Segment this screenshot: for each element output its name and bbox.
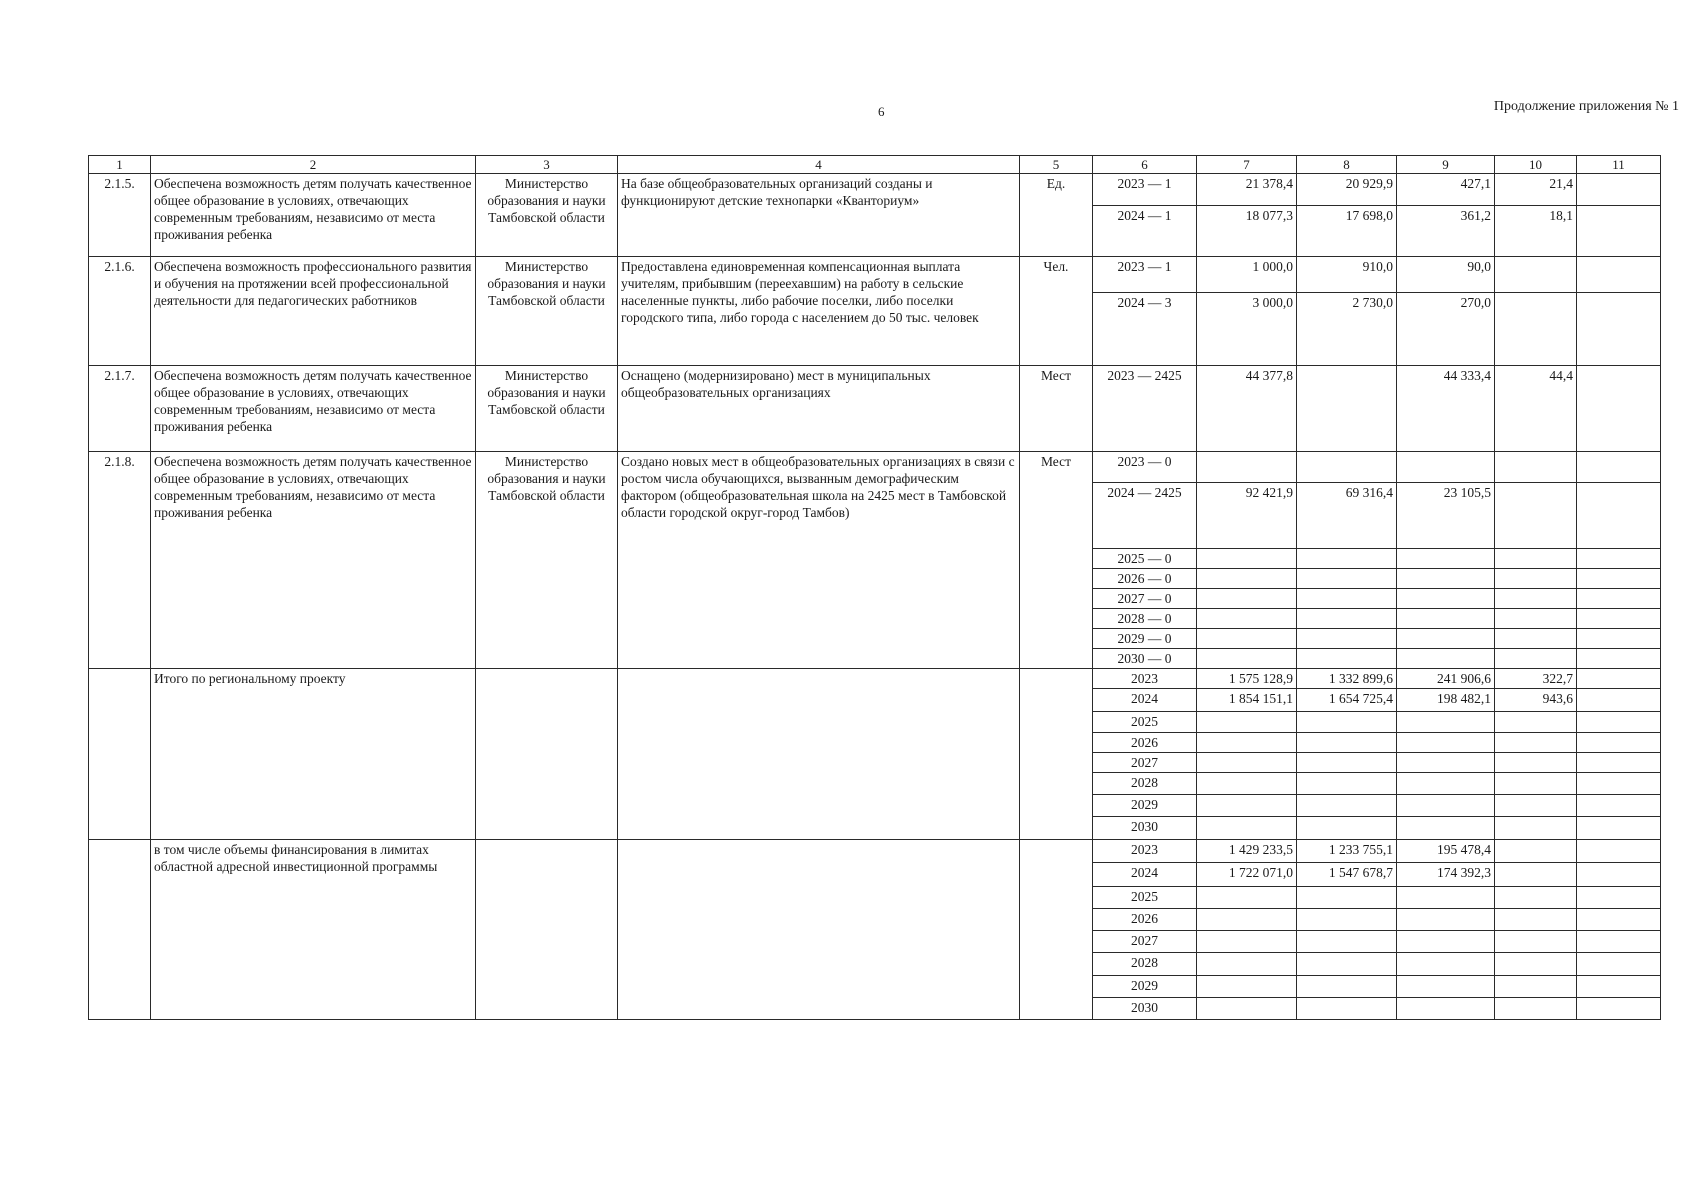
year-value-cell: 2024 — [1093, 863, 1197, 887]
unit-cell: Чел. — [1020, 257, 1093, 366]
amount-federal-cell — [1297, 795, 1397, 817]
year-value-cell: 2024 — 2425 — [1093, 483, 1197, 549]
amount-regional-cell — [1397, 569, 1495, 589]
amount-federal-cell — [1297, 953, 1397, 976]
amount-local-cell: 44,4 — [1495, 366, 1577, 452]
amount-total-cell — [1197, 817, 1297, 840]
amount-other-cell — [1577, 629, 1661, 649]
amount-total-cell — [1197, 976, 1297, 998]
amount-other-cell — [1577, 976, 1661, 998]
year-value-cell: 2024 — 3 — [1093, 293, 1197, 366]
column-header: 2 — [151, 156, 476, 174]
indicator-cell — [618, 840, 1020, 1020]
column-header: 8 — [1297, 156, 1397, 174]
amount-federal-cell — [1297, 649, 1397, 669]
amount-regional-cell — [1397, 609, 1495, 629]
amount-total-cell — [1197, 795, 1297, 817]
amount-other-cell — [1577, 589, 1661, 609]
unit-cell — [1020, 840, 1093, 1020]
item-number-cell: 2.1.8. — [89, 452, 151, 669]
amount-federal-cell — [1297, 931, 1397, 953]
result-cell: Обеспечена возможность профессионального развития и обучения на протяжении всей профессиональной деятельности для педагогических работников — [151, 257, 476, 366]
amount-other-cell — [1577, 569, 1661, 589]
unit-cell — [1020, 669, 1093, 840]
item-number-cell — [89, 669, 151, 840]
amount-total-cell — [1197, 712, 1297, 733]
year-value-cell: 2023 — 0 — [1093, 452, 1197, 483]
table-body — [89, 174, 1661, 1020]
year-value-cell: 2028 — [1093, 773, 1197, 795]
year-value-cell: 2024 — [1093, 689, 1197, 712]
amount-other-cell — [1577, 609, 1661, 629]
result-cell: в том числе объемы финансирования в лимитах областной адресной инвестиционной программы — [151, 840, 476, 1020]
table-row — [89, 366, 1661, 452]
amount-total-cell — [1197, 569, 1297, 589]
amount-regional-cell — [1397, 649, 1495, 669]
amount-local-cell — [1495, 483, 1577, 549]
amount-other-cell — [1577, 953, 1661, 976]
amount-regional-cell: 270,0 — [1397, 293, 1495, 366]
amount-total-cell: 1 854 151,1 — [1197, 689, 1297, 712]
amount-regional-cell: 195 478,4 — [1397, 840, 1495, 863]
amount-regional-cell: 361,2 — [1397, 206, 1495, 257]
amount-other-cell — [1577, 483, 1661, 549]
amount-regional-cell — [1397, 733, 1495, 753]
amount-federal-cell — [1297, 589, 1397, 609]
item-number-cell: 2.1.6. — [89, 257, 151, 366]
amount-federal-cell: 20 929,9 — [1297, 174, 1397, 206]
table-row — [89, 669, 1661, 689]
amount-federal-cell: 1 233 755,1 — [1297, 840, 1397, 863]
amount-other-cell — [1577, 863, 1661, 887]
year-value-cell: 2027 — 0 — [1093, 589, 1197, 609]
year-value-cell: 2027 — [1093, 931, 1197, 953]
item-number-cell: 2.1.7. — [89, 366, 151, 452]
amount-regional-cell — [1397, 753, 1495, 773]
amount-total-cell: 1 000,0 — [1197, 257, 1297, 293]
amount-total-cell: 1 722 071,0 — [1197, 863, 1297, 887]
table-row — [89, 840, 1661, 863]
amount-federal-cell — [1297, 909, 1397, 931]
amount-local-cell — [1495, 909, 1577, 931]
amount-regional-cell — [1397, 817, 1495, 840]
responsible-cell: Министерство образования и науки Тамбовской области — [476, 366, 618, 452]
responsible-cell — [476, 669, 618, 840]
year-value-cell: 2026 — [1093, 733, 1197, 753]
amount-other-cell — [1577, 795, 1661, 817]
amount-other-cell — [1577, 452, 1661, 483]
amount-local-cell — [1495, 733, 1577, 753]
amount-federal-cell: 1 332 899,6 — [1297, 669, 1397, 689]
amount-local-cell — [1495, 795, 1577, 817]
amount-regional-cell — [1397, 452, 1495, 483]
amount-local-cell — [1495, 569, 1577, 589]
amount-regional-cell — [1397, 712, 1495, 733]
appendix-continuation-note: Продолжение приложения № 1 — [1493, 99, 1679, 114]
amount-total-cell — [1197, 953, 1297, 976]
amount-total-cell — [1197, 629, 1297, 649]
responsible-cell: Министерство образования и науки Тамбовской области — [476, 257, 618, 366]
year-value-cell: 2029 — [1093, 795, 1197, 817]
amount-local-cell — [1495, 589, 1577, 609]
amount-total-cell — [1197, 589, 1297, 609]
amount-total-cell — [1197, 549, 1297, 569]
year-value-cell: 2023 — [1093, 669, 1197, 689]
amount-regional-cell: 23 105,5 — [1397, 483, 1495, 549]
amount-regional-cell — [1397, 998, 1495, 1020]
amount-other-cell — [1577, 649, 1661, 669]
column-header: 3 — [476, 156, 618, 174]
amount-total-cell — [1197, 909, 1297, 931]
result-cell: Итого по региональному проекту — [151, 669, 476, 840]
amount-local-cell — [1495, 293, 1577, 366]
amount-local-cell — [1495, 887, 1577, 909]
amount-other-cell — [1577, 753, 1661, 773]
amount-total-cell — [1197, 753, 1297, 773]
financing-table — [88, 155, 1661, 1020]
amount-local-cell: 18,1 — [1495, 206, 1577, 257]
amount-total-cell — [1197, 452, 1297, 483]
amount-regional-cell — [1397, 629, 1495, 649]
year-value-cell: 2024 — 1 — [1093, 206, 1197, 257]
amount-total-cell: 1 429 233,5 — [1197, 840, 1297, 863]
amount-regional-cell — [1397, 589, 1495, 609]
amount-local-cell: 21,4 — [1495, 174, 1577, 206]
amount-federal-cell: 1 547 678,7 — [1297, 863, 1397, 887]
unit-cell: Мест — [1020, 452, 1093, 669]
amount-other-cell — [1577, 712, 1661, 733]
table-header — [89, 156, 1661, 174]
amount-total-cell: 18 077,3 — [1197, 206, 1297, 257]
amount-total-cell — [1197, 733, 1297, 753]
year-value-cell: 2030 — [1093, 817, 1197, 840]
amount-local-cell — [1495, 773, 1577, 795]
amount-other-cell — [1577, 840, 1661, 863]
amount-local-cell — [1495, 549, 1577, 569]
amount-federal-cell: 2 730,0 — [1297, 293, 1397, 366]
item-number-cell — [89, 840, 151, 1020]
amount-local-cell — [1495, 863, 1577, 887]
amount-other-cell — [1577, 733, 1661, 753]
amount-federal-cell — [1297, 976, 1397, 998]
amount-total-cell — [1197, 649, 1297, 669]
year-value-cell: 2029 — [1093, 976, 1197, 998]
amount-regional-cell: 44 333,4 — [1397, 366, 1495, 452]
amount-regional-cell: 174 392,3 — [1397, 863, 1495, 887]
amount-federal-cell — [1297, 887, 1397, 909]
amount-local-cell — [1495, 609, 1577, 629]
amount-federal-cell — [1297, 569, 1397, 589]
year-value-cell: 2030 — 0 — [1093, 649, 1197, 669]
amount-other-cell — [1577, 549, 1661, 569]
amount-regional-cell — [1397, 909, 1495, 931]
responsible-cell — [476, 840, 618, 1020]
amount-other-cell — [1577, 817, 1661, 840]
amount-local-cell — [1495, 840, 1577, 863]
amount-other-cell — [1577, 887, 1661, 909]
amount-total-cell: 21 378,4 — [1197, 174, 1297, 206]
indicator-cell: Предоставлена единовременная компенсационная выплата учителям, прибывшим (переехавшим) на работу в сельские населенные пункты, либо рабочие поселки, либо поселки городского типа, либо города с населением до 50 тыс. человек — [618, 257, 1020, 366]
amount-federal-cell — [1297, 733, 1397, 753]
amount-federal-cell — [1297, 629, 1397, 649]
amount-regional-cell — [1397, 887, 1495, 909]
amount-other-cell — [1577, 689, 1661, 712]
amount-local-cell: 322,7 — [1495, 669, 1577, 689]
indicator-cell: На базе общеобразовательных организаций созданы и функционируют детские технопарки «Кванториум» — [618, 174, 1020, 257]
amount-total-cell: 3 000,0 — [1197, 293, 1297, 366]
amount-local-cell — [1495, 931, 1577, 953]
year-value-cell: 2025 — [1093, 712, 1197, 733]
amount-regional-cell: 241 906,6 — [1397, 669, 1495, 689]
amount-other-cell — [1577, 257, 1661, 293]
amount-other-cell — [1577, 669, 1661, 689]
item-number-cell: 2.1.5. — [89, 174, 151, 257]
amount-regional-cell: 198 482,1 — [1397, 689, 1495, 712]
amount-regional-cell: 90,0 — [1397, 257, 1495, 293]
column-header: 4 — [618, 156, 1020, 174]
unit-cell: Ед. — [1020, 174, 1093, 257]
table-row — [89, 257, 1661, 293]
amount-federal-cell — [1297, 609, 1397, 629]
result-cell: Обеспечена возможность детям получать качественное общее образование в условиях, отвечающих современным требованиям, независимо от места проживания ребенка — [151, 366, 476, 452]
column-header: 10 — [1495, 156, 1577, 174]
amount-other-cell — [1577, 206, 1661, 257]
year-value-cell: 2023 — 1 — [1093, 174, 1197, 206]
amount-total-cell: 44 377,8 — [1197, 366, 1297, 452]
amount-other-cell — [1577, 174, 1661, 206]
column-header: 6 — [1093, 156, 1197, 174]
year-value-cell: 2028 — 0 — [1093, 609, 1197, 629]
amount-federal-cell — [1297, 366, 1397, 452]
amount-other-cell — [1577, 931, 1661, 953]
amount-regional-cell — [1397, 931, 1495, 953]
amount-federal-cell — [1297, 773, 1397, 795]
amount-local-cell — [1495, 998, 1577, 1020]
amount-other-cell — [1577, 773, 1661, 795]
amount-local-cell — [1495, 649, 1577, 669]
amount-local-cell: 943,6 — [1495, 689, 1577, 712]
amount-other-cell — [1577, 293, 1661, 366]
year-value-cell: 2027 — [1093, 753, 1197, 773]
amount-total-cell: 1 575 128,9 — [1197, 669, 1297, 689]
amount-regional-cell — [1397, 953, 1495, 976]
page-number: 6 — [878, 104, 885, 119]
amount-federal-cell: 1 654 725,4 — [1297, 689, 1397, 712]
amount-local-cell — [1495, 452, 1577, 483]
column-header: 1 — [89, 156, 151, 174]
column-header: 7 — [1197, 156, 1297, 174]
amount-regional-cell — [1397, 773, 1495, 795]
column-header: 11 — [1577, 156, 1661, 174]
amount-local-cell — [1495, 953, 1577, 976]
amount-federal-cell — [1297, 452, 1397, 483]
amount-other-cell — [1577, 909, 1661, 931]
amount-regional-cell: 427,1 — [1397, 174, 1495, 206]
table-row — [89, 174, 1661, 206]
amount-total-cell — [1197, 609, 1297, 629]
year-value-cell: 2026 — [1093, 909, 1197, 931]
amount-federal-cell — [1297, 998, 1397, 1020]
amount-local-cell — [1495, 976, 1577, 998]
unit-cell: Мест — [1020, 366, 1093, 452]
year-value-cell: 2026 — 0 — [1093, 569, 1197, 589]
amount-federal-cell — [1297, 712, 1397, 733]
column-number-row — [89, 156, 1661, 174]
amount-other-cell — [1577, 998, 1661, 1020]
amount-federal-cell — [1297, 753, 1397, 773]
amount-total-cell — [1197, 773, 1297, 795]
amount-total-cell — [1197, 998, 1297, 1020]
amount-local-cell — [1495, 629, 1577, 649]
column-header: 5 — [1020, 156, 1093, 174]
year-value-cell: 2030 — [1093, 998, 1197, 1020]
amount-federal-cell: 69 316,4 — [1297, 483, 1397, 549]
year-value-cell: 2028 — [1093, 953, 1197, 976]
amount-total-cell: 92 421,9 — [1197, 483, 1297, 549]
year-value-cell: 2023 — [1093, 840, 1197, 863]
year-value-cell: 2029 — 0 — [1093, 629, 1197, 649]
table-row — [89, 452, 1661, 483]
year-value-cell: 2023 — 1 — [1093, 257, 1197, 293]
amount-local-cell — [1495, 257, 1577, 293]
year-value-cell: 2025 — 0 — [1093, 549, 1197, 569]
amount-regional-cell — [1397, 976, 1495, 998]
year-value-cell: 2023 — 2425 — [1093, 366, 1197, 452]
amount-total-cell — [1197, 931, 1297, 953]
amount-federal-cell — [1297, 549, 1397, 569]
result-cell: Обеспечена возможность детям получать качественное общее образование в условиях, отвечающих современным требованиям, независимо от места проживания ребенка — [151, 452, 476, 669]
result-cell: Обеспечена возможность детям получать качественное общее образование в условиях, отвечающих современным требованиям, независимо от места проживания ребенка — [151, 174, 476, 257]
amount-federal-cell — [1297, 817, 1397, 840]
indicator-cell — [618, 669, 1020, 840]
amount-total-cell — [1197, 887, 1297, 909]
indicator-cell: Оснащено (модернизировано) мест в муниципальных общеобразовательных организациях — [618, 366, 1020, 452]
amount-federal-cell: 17 698,0 — [1297, 206, 1397, 257]
amount-federal-cell: 910,0 — [1297, 257, 1397, 293]
responsible-cell: Министерство образования и науки Тамбовской области — [476, 452, 618, 669]
responsible-cell: Министерство образования и науки Тамбовской области — [476, 174, 618, 257]
amount-local-cell — [1495, 753, 1577, 773]
indicator-cell: Создано новых мест в общеобразовательных организациях в связи с ростом числа обучающихся, вызванным демографическим фактором (общеобразовательная школа на 2425 мест в Тамбовской области городской округ-город Тамбов) — [618, 452, 1020, 669]
amount-other-cell — [1577, 366, 1661, 452]
amount-local-cell — [1495, 712, 1577, 733]
column-header: 9 — [1397, 156, 1495, 174]
amount-regional-cell — [1397, 549, 1495, 569]
year-value-cell: 2025 — [1093, 887, 1197, 909]
amount-regional-cell — [1397, 795, 1495, 817]
amount-local-cell — [1495, 817, 1577, 840]
